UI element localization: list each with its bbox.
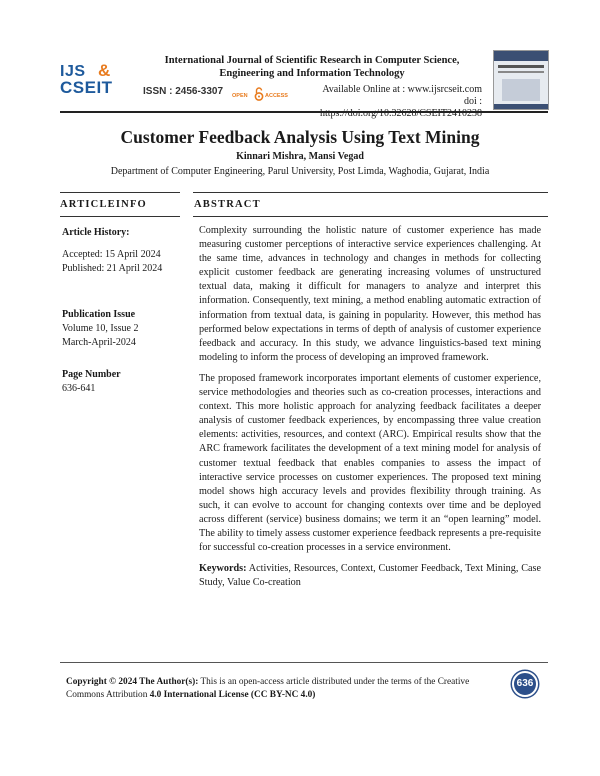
copyright-text: This is an open-access article distributed under the terms of the Creative Commons Attribution bbox=[66, 677, 470, 700]
open-access-badge bbox=[232, 85, 304, 107]
article-history-label: Article History: bbox=[62, 227, 130, 238]
open-access-left-text: OPEN bbox=[232, 93, 248, 99]
open-lock-icon bbox=[254, 87, 264, 101]
license-name[interactable]: 4.0 International License (CC BY-NC 4.0) bbox=[149, 690, 316, 700]
logo-ampersand: & bbox=[98, 61, 111, 80]
page-number-badge: 636 bbox=[512, 671, 538, 697]
open-access-right-text: ACCESS bbox=[265, 93, 288, 99]
publication-issue-label: Publication Issue bbox=[62, 309, 136, 320]
keywords-list: Activities, Resources, Context, Customer Feedback, Text Mining, Case Study, Value Co-creation bbox=[199, 563, 541, 589]
article-info-panel bbox=[62, 226, 187, 396]
volume-issue: Volume 10, Issue 2 bbox=[62, 323, 139, 334]
abstract-paragraph-1: Complexity surrounding the holistic nature of customer experience has made measuring customer perceptions of interactive service experiences challenging. At the same time, advances in technology and changes in methods for collecting explicit customer feedback are generating increasing volumes of unstructured textual data, making it difficult for managers to analyze and interpret this information. Consequently, text mining, a method enabling automatic extraction of information from textual data, is gaining in popularity. However, this method has performed below expectations in terms of depth of analysis of customer experience feedback and accuracy. In this study, we advance linguistics-based text mining modeling to inform the process of developing an improved framework. bbox=[199, 225, 541, 363]
copyright-holder: Copyright © 2024 The Author(s): bbox=[66, 677, 199, 687]
page-range: 636-641 bbox=[62, 383, 96, 394]
abstract-body bbox=[199, 224, 541, 590]
page-number-label: Page Number bbox=[62, 369, 121, 380]
logo-cseit-text: CSEIT bbox=[60, 78, 113, 97]
abstract-top-rule bbox=[193, 192, 548, 193]
footer-rule bbox=[60, 662, 548, 663]
doi[interactable]: doi : https://doi.org/10.32628/CSEIT2410238 bbox=[319, 96, 482, 119]
abstract-paragraph-2: The proposed framework incorporates important elements of customer experience, service methodologies and theories such as co-creation processes, interactions and context. This more holistic approach for analyzing feedback facilitates a deeper analysis of customer feedback experiences, by encompassing three value creation elements: activities, resources, and context (ARC). Empirical results show that the ARC framework facilitates the development of a text mining model for analysis of customer textual feedback that enables companies to assess the impact of interactive service processes on customer experiences. The proposed text mining model shows high accuracy levels and provides flexibility through training. As such, it can evolve to account for changing contexts over time and be deployed across different (service) business domains; we term it an “open learning” model. The ability to timely assess customer experience feedback represents a pre-requisite for successful co-creation processes in a service environment. bbox=[199, 372, 541, 554]
keywords-label: Keywords: bbox=[199, 563, 247, 575]
logo-ij-text: IJS bbox=[60, 63, 86, 80]
issue-months: March-April-2024 bbox=[62, 337, 136, 348]
copyright-notice bbox=[66, 676, 506, 702]
authors: Kinnari Mishra, Mansi Vegad bbox=[236, 151, 364, 162]
issn: ISSN : 2456-3307 bbox=[143, 86, 224, 97]
article-info-bottom-rule bbox=[60, 216, 180, 217]
abstract-heading: ABSTRACT bbox=[194, 199, 261, 210]
article-info-top-rule bbox=[60, 192, 180, 193]
accepted-date: Accepted: 15 April 2024 bbox=[62, 249, 161, 260]
available-online: Available Online at : www.ijsrcseit.com bbox=[322, 84, 482, 95]
article-info-heading: ARTICLEINFO bbox=[60, 199, 147, 210]
abstract-bottom-rule bbox=[193, 216, 548, 217]
header-rule bbox=[60, 111, 548, 113]
journal-title: International Journal of Scientific Research in Computer Science, Engineering and Information Technology bbox=[164, 55, 460, 79]
paper-title: Customer Feedback Analysis Using Text Mining bbox=[120, 127, 480, 147]
keywords bbox=[199, 562, 541, 590]
journal-cover-thumbnail bbox=[493, 50, 549, 110]
availability-block bbox=[316, 84, 482, 120]
affiliation: Department of Computer Engineering, Parul University, Post Limda, Waghodia, Gujarat, India bbox=[110, 166, 490, 177]
journal-logo bbox=[60, 63, 128, 99]
published-date: Published: 21 April 2024 bbox=[62, 263, 163, 274]
